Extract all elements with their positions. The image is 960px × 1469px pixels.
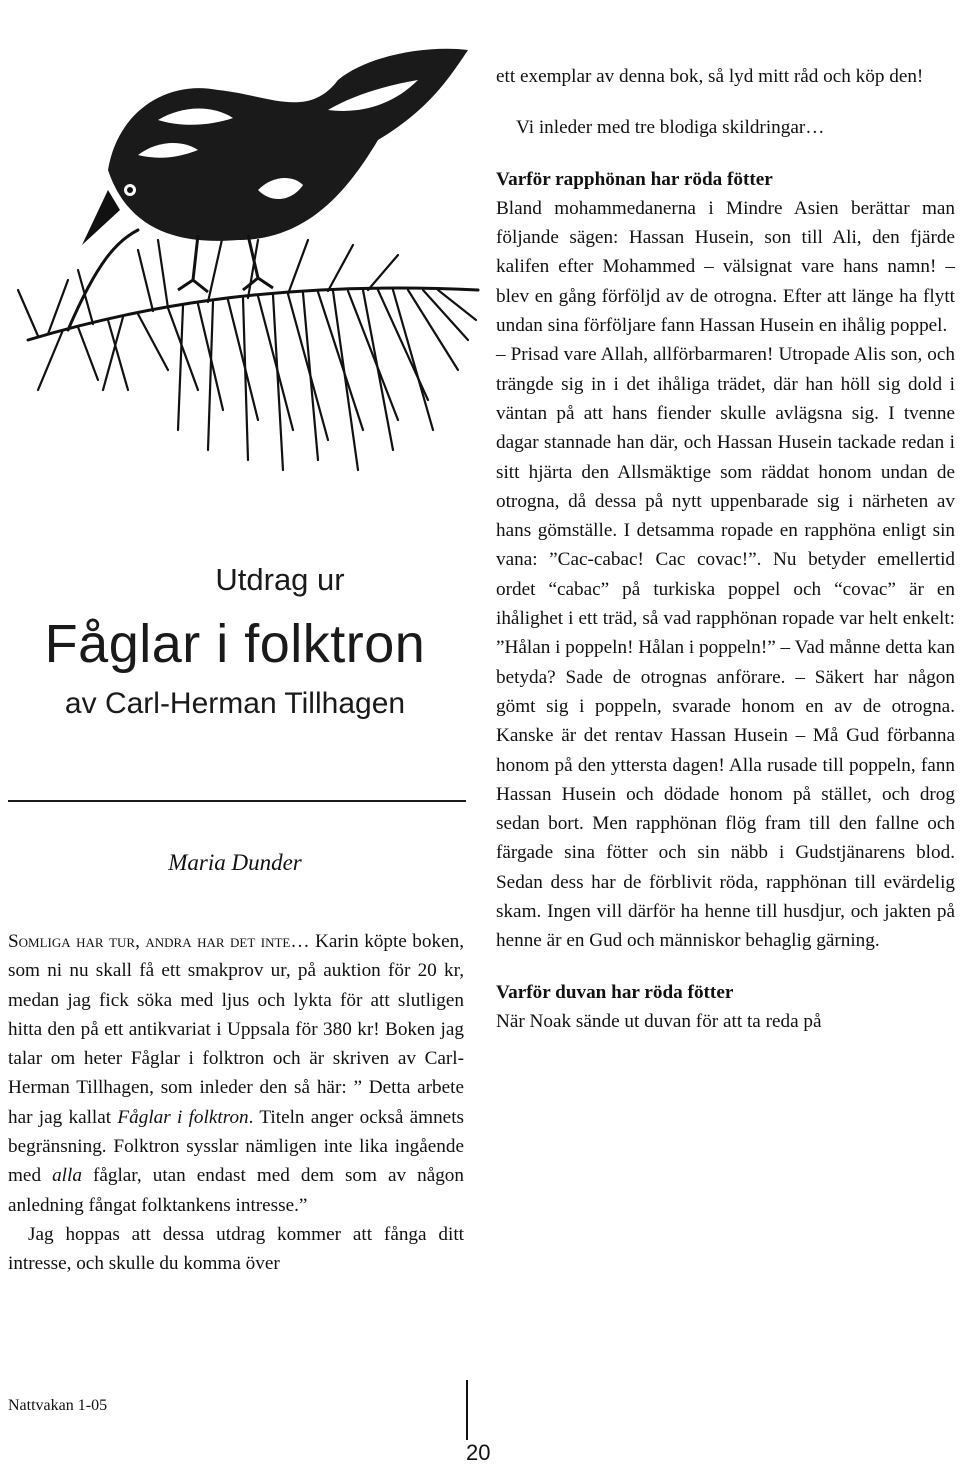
emphasis-italic: alla [52,1165,82,1187]
article-kicker: Utdrag ur [215,562,345,597]
article-author [0,848,470,878]
article-title-block [0,558,470,726]
article-title: Fåglar i folktron [44,614,426,674]
section-paragraph: När Noak sände ut duvan för att ta reda på [496,1010,822,1032]
book-title-italic: Fåglar i folktron [117,1106,249,1128]
left-column [8,927,464,1279]
page-number: 20 [466,1440,491,1465]
section-paragraph: Bland mohammedanerna i Mindre Asien berättar man följande sägen: Hassan Husein, son till Ali, den fjärde kalifen efter Mohammed – välsignat vare hans namn! – blev en gång förföljd av de otrogna. Efter att länge ha flytt undan sina förföljare fann Hassan Husein en ihålig poppel. [496,197,955,337]
continuation-paragraph: ett exemplar av denna bok, så lyd mitt råd och köp den! [496,66,924,87]
second-paragraph: Jag hoppas att dessa utdrag kommer att fånga ditt intresse, och skulle du komma över [8,1223,464,1275]
right-column [496,62,955,1036]
section-heading-duvan: Varför duvan har röda fötter [496,981,734,1003]
intro-text-end: fåglar, utan endast med dem som av någon anledning fångat folktankens intresse.” [8,1165,464,1216]
title-divider [8,800,466,802]
intro-smallcaps: Somliga har tur, andra har det inte… [8,931,310,952]
footer-divider [466,1380,468,1440]
bird-on-pine-branch-icon [8,40,480,480]
publication-name: Nattvakan 1-05 [8,1397,108,1414]
intro-text-mid: . Titeln anger också ämnets begränsning. Folktron sysslar nämligen inte lika ingående med [8,1106,464,1187]
section-heading-rapphona: Varför rapphönan har röda fötter [496,168,773,190]
author-name: Maria Dunder [168,850,302,875]
section-paragraph: – Prisad vare Allah, allförbarmaren! Utropade Alis son, och trängde sig in i det ihåliga trädet, där han höll sig dold i väntan på att hans fiender skulle avlägsna sig. I tvenne dagar stannade han där, och Hassan Husein tackade redan i sitt hjärta den Allsmäktige som räddat honom undan de otrogna, då dessa på nytt uppenbarade sig i närheten av hans gömställe. I detsamma ropade en rapphöna enligt sin vana: ”Cac-cabac! Cac covac!”. Nu betyder emellertid ordet “cabac” på turkiska poppel och “covac” är en ihålighet i ett träd, så vad rapphönan ropade var helt enkelt: ”Hålan i poppeln! Hålan i poppeln!” – Vad månne detta kan betyda? Sade de otrognas anförare. – Säkert har någon gömt sig i poppeln, svarade honom en av de otrogna. Kanske är det rentav Hassan Husein – Må Gud förbanna honom på den yttersta dagen! Alla rusade till poppeln, fann Hassan Husein och dödade honom på stället, och drog sedan bort. Men rapphönan flög fram till den fallne och färgade sina fötter och sin näbb i Gudstjänarens blod. Sedan dess har de förblivit röda, rapphönan till evärdelig skam. Ingen vill därför ha henne till husdjur, och jakten på henne är en Gud och människor behaglig gärning. [496,344,955,952]
article-byline: av Carl-Herman Tillhagen [64,687,406,720]
lead-paragraph: Vi inleder med tre blodiga skildringar… [516,117,825,139]
intro-paragraph [8,927,464,1220]
intro-text: Karin köpte boken, som ni nu skall få ett smakprov ur, på auktion för 20 kr, medan jag fick söka med ljus och lykta för att slutligen hitta den på ett antikvariat i Uppsala för 380 kr! Boken jag talar om heter Fåglar i folktron och är skriven av Carl-Herman Tillhagen, som inleder den så här: ” Detta arbete har jag kallat [8,931,464,1128]
